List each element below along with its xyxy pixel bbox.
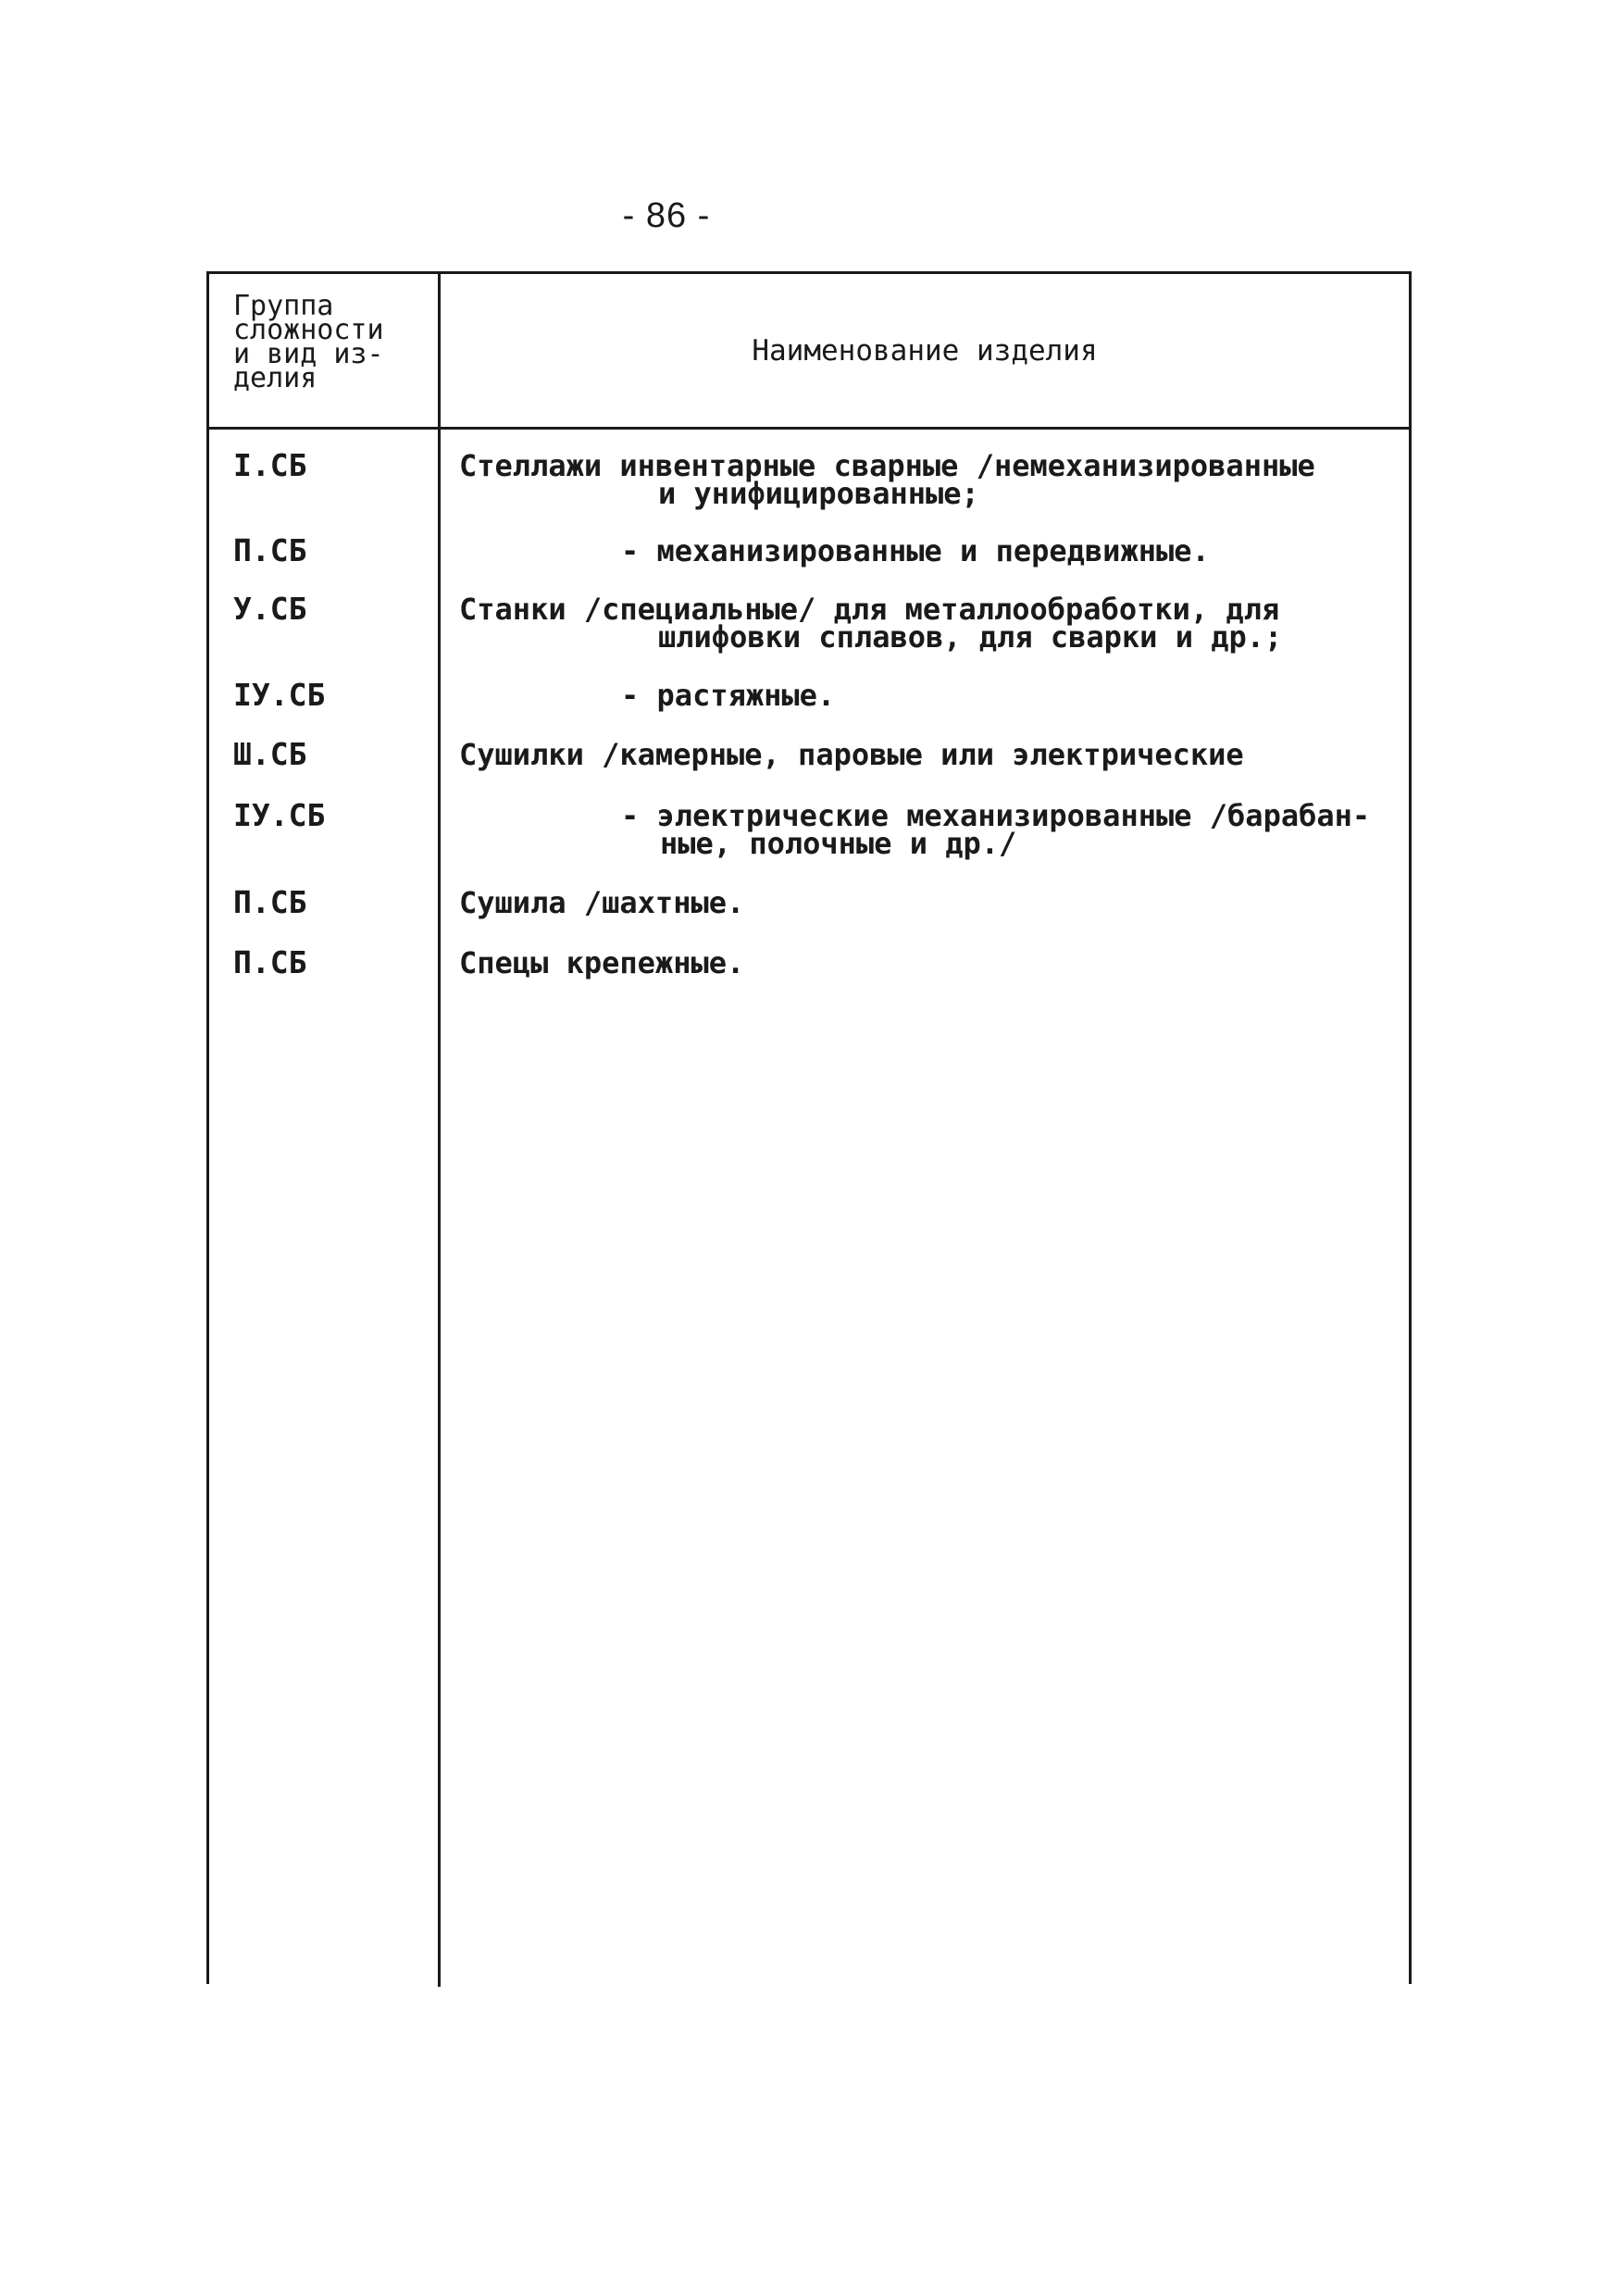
name-cell <box>459 678 1565 713</box>
name-cell <box>459 592 1403 655</box>
name-line: Стеллажи инвентарные сварные /немеханизированные <box>459 448 1315 483</box>
header-divider <box>209 427 1409 430</box>
column-divider <box>438 274 441 1987</box>
group-cell: У.СБ <box>233 591 307 627</box>
name-cell <box>459 945 1403 980</box>
name-cell <box>459 533 1565 568</box>
group-cell: IУ.СБ <box>233 797 326 833</box>
name-continuation: ные, полочные и др./ <box>660 826 1017 861</box>
name-cell <box>459 737 1403 772</box>
group-cell: I.СБ <box>233 447 307 483</box>
name-cell <box>459 448 1403 511</box>
name-cell <box>459 798 1403 861</box>
page-number: - 86 - <box>622 196 711 235</box>
name-continuation: и унифицированные; <box>658 476 979 511</box>
classification-table <box>206 271 1412 1984</box>
name-line: Сушилки /камерные, паровые или электрические <box>459 737 1244 772</box>
group-cell: Ш.СБ <box>233 736 307 772</box>
name-line: - механизированные и передвижные. <box>621 533 1210 568</box>
name-line: - электрические механизированные /барабан- <box>621 798 1371 833</box>
name-line: Спецы крепежные. <box>459 945 745 980</box>
header-group-column: Группа сложности и вид из- делия <box>233 290 384 394</box>
header-name-column <box>441 274 1409 427</box>
name-line: - растяжные. <box>621 678 836 713</box>
name-line: Сушила /шахтные. <box>459 885 745 920</box>
group-cell: П.СБ <box>233 884 307 920</box>
group-cell: П.СБ <box>233 944 307 980</box>
group-cell: IУ.СБ <box>233 677 326 713</box>
name-continuation: шлифовки сплавов, для сварки и др.; <box>658 619 1283 655</box>
header-name-label: Наименование изделия <box>752 333 1098 368</box>
name-cell <box>459 885 1403 920</box>
name-line: Станки /специальные/ для металлообработки, для <box>459 592 1280 627</box>
group-cell: П.СБ <box>233 532 307 568</box>
